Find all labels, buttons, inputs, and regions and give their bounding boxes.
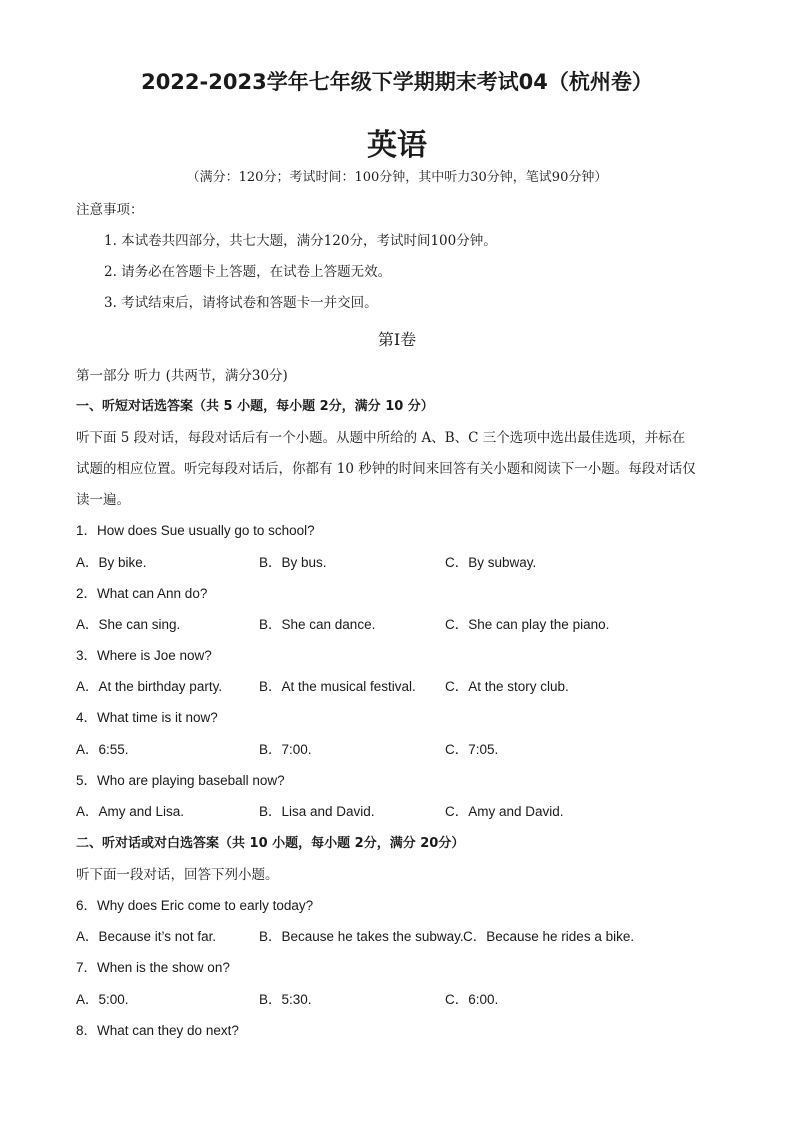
q2-option-b: B．She can dance. bbox=[259, 617, 376, 632]
question-1: 1．How does Sue usually go to school? bbox=[76, 523, 315, 538]
question-5: 5．Who are playing baseball now? bbox=[76, 773, 285, 788]
question-2: 2．What can Ann do? bbox=[76, 586, 208, 601]
q4-option-c: C．7:05. bbox=[445, 742, 499, 757]
volume-label: 第Ⅰ卷 bbox=[377, 330, 417, 349]
q7-option-c: C．6:00. bbox=[445, 992, 499, 1007]
question-3: 3．Where is Joe now? bbox=[76, 648, 212, 663]
q3-option-c: C．At the story club. bbox=[445, 679, 569, 694]
q6-option-c: C．Because he rides a bike. bbox=[463, 929, 635, 944]
note-item-3: 3. 考试结束后，请将试卷和答题卡一并交回。 bbox=[104, 295, 378, 311]
q2-option-a: A．She can sing. bbox=[76, 617, 181, 632]
exam-title: 2022-2023学年七年级下学期期末考试04（杭州卷） bbox=[141, 70, 653, 94]
note-item-1: 1. 本试卷共四部分，共七大题，满分120分，考试时间100分钟。 bbox=[104, 233, 497, 249]
note-item-2: 2. 请务必在答题卡上答题，在试卷上答题无效。 bbox=[104, 264, 392, 280]
section1-instructions-line2: 试题的相应位置。听完每段对话后，你都有 10 秒钟的时间来回答有关小题和阅读下一小题。每段对话仅 bbox=[76, 461, 696, 477]
section1-instructions-line3: 读一遍。 bbox=[76, 492, 130, 508]
subject-title: 英语 bbox=[367, 128, 427, 163]
q4-option-a: A．6:55. bbox=[76, 742, 129, 757]
section1-instructions-line1: 听下面 5 段对话，每段对话后有一个小题。从题中所给的 A、B、C 三个选项中选出最佳选项，并标在 bbox=[76, 430, 686, 446]
q1-option-a: A．By bike. bbox=[76, 555, 147, 570]
section2-instructions: 听下面一段对话，回答下列小题。 bbox=[76, 867, 279, 883]
question-4: 4．What time is it now? bbox=[76, 710, 218, 725]
q5-option-c: C．Amy and David. bbox=[445, 804, 564, 819]
question-6: 6．Why does Eric come to early today? bbox=[76, 898, 314, 913]
q6-option-b: B．Because he takes the subway. bbox=[259, 929, 464, 944]
q4-option-b: B．7:00. bbox=[259, 742, 312, 757]
q6-option-a: A．Because it’s not far. bbox=[76, 929, 217, 944]
q5-option-b: B．Lisa and David. bbox=[259, 804, 375, 819]
section2-heading: 二、听对话或对白选答案（共 10 小题，每小题 2分，满分 20分） bbox=[76, 836, 465, 851]
q7-option-a: A．5:00. bbox=[76, 992, 129, 1007]
q3-option-a: A．At the birthday party. bbox=[76, 679, 223, 694]
question-8: 8．What can they do next? bbox=[76, 1023, 239, 1038]
question-7: 7．When is the show on? bbox=[76, 960, 230, 975]
q3-option-b: B．At the musical festival. bbox=[259, 679, 416, 694]
part1-heading: 第一部分 听力 (共两节，满分30分) bbox=[76, 368, 288, 384]
q5-option-a: A．Amy and Lisa. bbox=[76, 804, 185, 819]
q2-option-c: C．She can play the piano. bbox=[445, 617, 610, 632]
section1-heading: 一、听短对话选答案（共 5 小题，每小题 2分，满分 10 分） bbox=[76, 399, 434, 414]
q7-option-b: B．5:30. bbox=[259, 992, 312, 1007]
score-time-info: （满分：120分；考试时间：100分钟，其中听力30分钟，笔试90分钟） bbox=[186, 170, 608, 185]
notes-heading: 注意事项： bbox=[76, 202, 144, 218]
q1-option-b: B．By bus. bbox=[259, 555, 327, 570]
q1-option-c: C．By subway. bbox=[445, 555, 537, 570]
